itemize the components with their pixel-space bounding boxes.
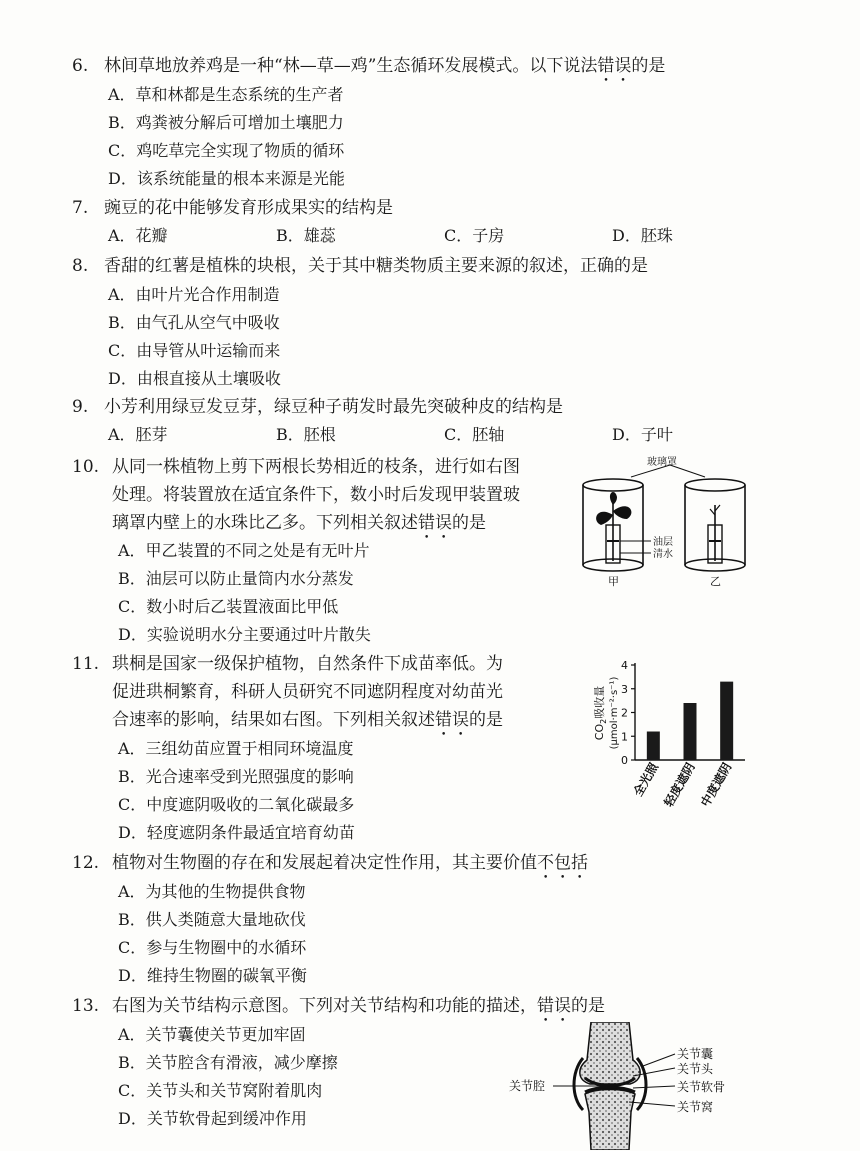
capsule-label: 关节囊 [677,1047,714,1061]
option-10d: D．实验说明水分主要通过叶片散失 [118,625,371,644]
option-9a: A．胚芽 [108,425,168,444]
y-tick-label: 0 [621,754,628,767]
option-8a: A．由叶片光合作用制造 [108,285,280,304]
question-13-stem: 13. 右图为关节结构示意图。下列对关节结构和功能的描述，错误的是 [72,992,605,1026]
svg-text:CO2吸收量: $CO_2$吸收量 [593,685,608,741]
question-number: 7. [72,198,89,218]
question-12-stem: 12. 植物对生物圈的存在和发展起着决定性作用，其主要价值不包括 [72,849,588,883]
x-tick-label: 中度遮阴 [698,760,735,810]
option-13a: A．关节囊使关节更加牢固 [118,1025,306,1044]
chart-bars [647,682,733,760]
option-7d: D．胚珠 [612,226,673,245]
x-tick-label: 全光照 [630,760,661,799]
y-tick-label: 3 [621,682,628,696]
co2-absorption-bar-chart [585,655,760,845]
clear-water-label: 清水 [653,549,673,560]
cartilage-label: 关节软骨 [677,1080,726,1094]
oil-layer-label: 油层 [653,537,673,548]
question-10-stem-line3: 璃罩内壁上的水珠比乙多。下列相关叙述错误的是 [112,513,486,533]
option-8b: B．由气孔从空气中吸收 [108,313,280,332]
svg-text:(μmol·m⁻²·s⁻¹): (μmol·m⁻²·s⁻¹) [609,676,620,750]
socket-label: 关节窝 [677,1100,714,1114]
option-10a: A．甲乙装置的不同之处是有无叶片 [118,541,370,560]
question-number: 8. [72,256,89,276]
head-label: 关节头 [677,1062,714,1076]
option-12a: A．为其他的生物提供食物 [118,882,306,901]
option-11b: B．光合速率受到光照强度的影响 [118,767,354,786]
question-7-stem: 7. 豌豆的花中能够发育形成果实的结构是 [72,194,393,222]
option-8c: C．由导管从叶运输而来 [108,341,281,360]
option-6c: C．鸡吃草完全实现了物质的循环 [108,141,345,160]
label-jia: 甲 [608,575,619,588]
chart-x-labels [630,759,734,810]
bar [720,682,733,760]
joint-structure-figure [505,1022,760,1150]
question-10-stem-line2: 处理。将装置放在适宜条件下，数小时后发现甲装置玻 [112,485,520,505]
lower-bone [585,1090,635,1151]
question-11-stem-line3: 合速率的影响，结果如右图。下列相关叙述错误的是 [112,710,503,730]
option-6b: B．鸡粪被分解后可增加土壤肥力 [108,113,344,132]
question-number: 9. [72,397,89,417]
question-number: 6. [72,56,89,76]
question-6-stem: 6. 林间草地放养鸡是一种“林—草—鸡”生态循环发展模式。以下说法错误的是 [72,52,665,86]
option-7c: C．子房 [444,226,505,245]
option-13d: D．关节软骨起到缓冲作用 [118,1109,307,1128]
option-10b: B．油层可以防止量筒内水分蒸发 [118,569,354,588]
bar [647,732,660,761]
option-9d: D．子叶 [612,425,673,444]
question-11-stem-line2: 促进珙桐繁育，科研人员研究不同遮阴程度对幼苗光 [112,682,503,702]
option-9b: B．胚根 [276,425,336,444]
upper-bone [580,1022,640,1084]
question-number: 11. [72,654,100,674]
option-10c: C．数小时后乙装置液面比甲低 [118,597,339,616]
option-13b: B．关节腔含有滑液，减少摩擦 [118,1053,338,1072]
question-9-stem: 9. 小芳利用绿豆发豆芽，绿豆种子萌发时最先突破种皮的结构是 [72,393,563,421]
question-number: 10. [72,457,100,477]
option-9c: C．胚轴 [444,425,505,444]
x-tick-label: 轻度遮阴 [661,760,698,810]
option-12d: D．维持生物圈的碳氧平衡 [118,966,307,985]
glass-cover-label: 玻璃罩 [647,457,677,468]
option-11a: A．三组幼苗应置于相同环境温度 [118,739,354,758]
option-6a: A．草和林都是生态系统的生产者 [108,85,344,104]
chart-y-axis-label [592,677,620,750]
y-tick-label: 2 [621,706,628,720]
option-7a: A．花瓣 [108,226,168,245]
question-11-stem-line1: 11. 珙桐是国家一级保护植物，自然条件下成苗率低。为 [72,650,503,678]
option-13c: C．关节头和关节窝附着肌肉 [118,1081,323,1100]
option-6d: D．该系统能量的根本来源是光能 [108,169,345,188]
y-tick-label: 4 [621,659,628,672]
option-11c: C．中度遮阴吸收的二氧化碳最多 [118,795,355,814]
y-tick-label: 1 [621,730,628,744]
transpiration-apparatus-figure [575,455,780,590]
option-12c: C．参与生物圈中的水循环 [118,938,307,957]
question-number: 13. [72,996,100,1016]
bar [684,703,697,760]
plant-with-leaves [596,492,631,563]
label-yi: 乙 [710,575,721,588]
option-11d: D．轻度遮阴条件最适宜培育幼苗 [118,823,355,842]
stem-without-leaves [708,505,722,563]
question-10-stem-line1: 10. 从同一株植物上剪下两根长势相近的枝条，进行如右图 [72,453,520,481]
option-8d: D．由根直接从土壤吸收 [108,369,281,388]
option-12b: B．供人类随意大量地砍伐 [118,910,306,929]
question-8-stem: 8. 香甜的红薯是植株的块根，关于其中糖类物质主要来源的叙述，正确的是 [72,252,648,280]
cavity-label: 关节腔 [509,1079,546,1093]
question-number: 12. [72,853,100,873]
option-7b: B．雄蕊 [276,226,336,245]
